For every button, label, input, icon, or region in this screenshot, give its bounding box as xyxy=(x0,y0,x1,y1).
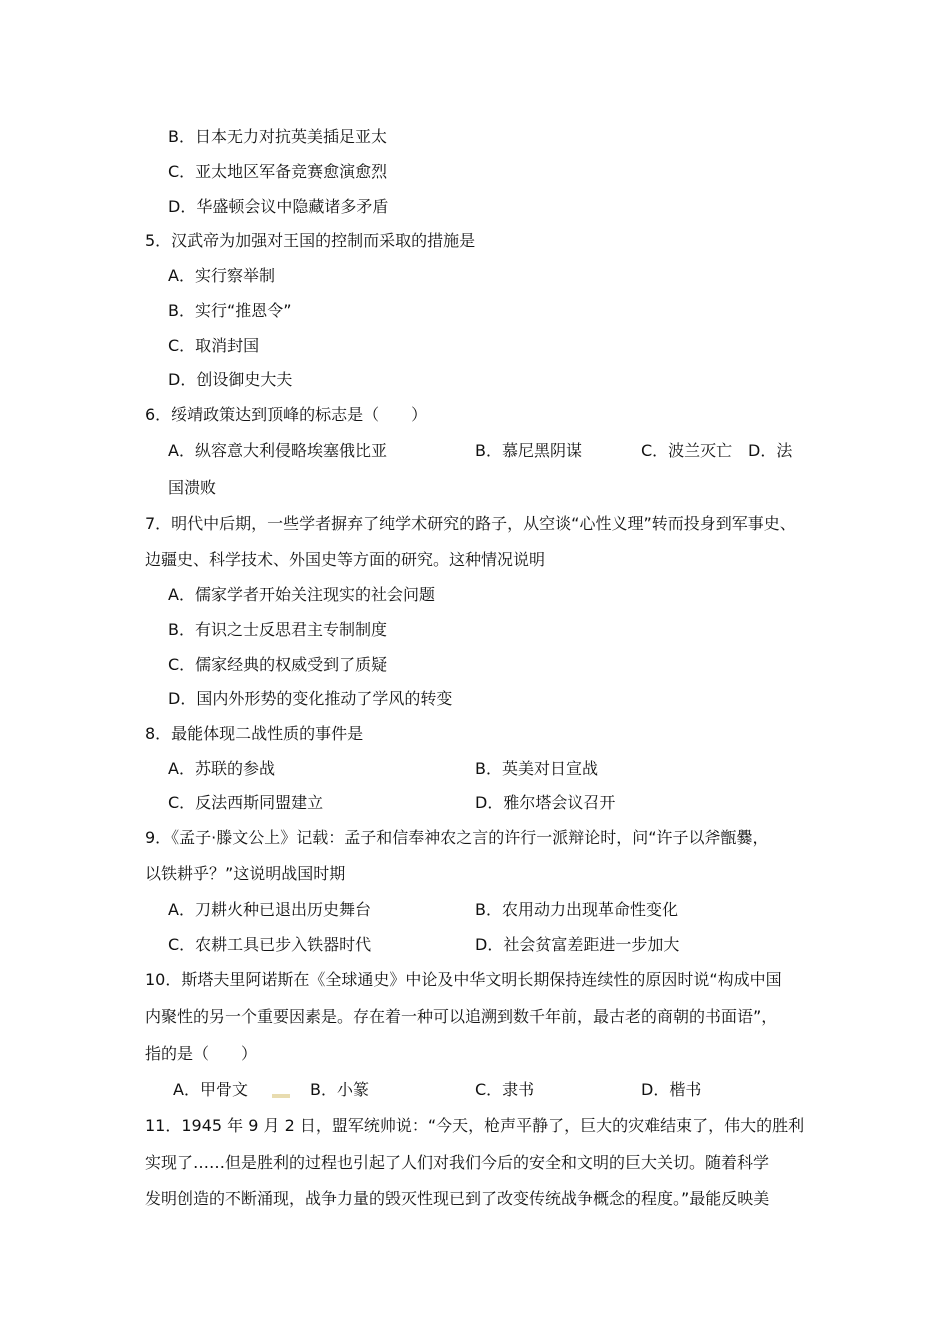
q6-option-d: D．法 xyxy=(748,441,793,460)
q9-option-a: A．刀耕火种已退出历史舞台 xyxy=(168,900,371,919)
q10-stem-line2: 内聚性的另一个重要因素是。存在着一种可以追溯到数千年前，最古老的商朝的书面语”， xyxy=(145,1007,778,1026)
q11-stem-line1: 11．1945 年 9 月 2 日，盟军统帅说：“今天，枪声平静了，巨大的灾难结束了，伟大的胜利 xyxy=(145,1116,805,1135)
q5-option-c: C．取消封国 xyxy=(168,336,260,355)
q7-option-d: D．国内外形势的变化推动了学风的转变 xyxy=(168,689,453,708)
q6-option-b: B．慕尼黑阴谋 xyxy=(475,441,582,460)
q7-option-c: C．儒家经典的权威受到了质疑 xyxy=(168,655,388,674)
q9-option-b: B．农用动力出现革命性变化 xyxy=(475,900,678,919)
q5-option-b: B．实行“推恩令” xyxy=(168,301,292,320)
q8-option-c: C．反法西斯同盟建立 xyxy=(168,793,324,812)
q4-option-c: C．亚太地区军备竞赛愈演愈烈 xyxy=(168,162,388,181)
q7-option-a: A．儒家学者开始关注现实的社会问题 xyxy=(168,585,435,604)
q10-stem-line1: 10．斯塔夫里阿诺斯在《全球通史》中论及中华文明长期保持连续性的原因时说“构成中国 xyxy=(145,970,782,989)
q8-option-d: D．雅尔塔会议召开 xyxy=(475,793,616,812)
q9-option-d: D．社会贫富差距进一步加大 xyxy=(475,935,680,954)
q8-option-a: A．苏联的参战 xyxy=(168,759,275,778)
q10-stem-line3: 指的是（ ） xyxy=(145,1044,258,1063)
q10-option-d: D．楷书 xyxy=(641,1080,702,1099)
q11-stem-line3: 发明创造的不断涌现，战争力量的毁灭性现已到了改变传统战争概念的程度。”最能反映美 xyxy=(145,1189,770,1208)
q4-option-d: D．华盛顿会议中隐藏诸多矛盾 xyxy=(168,197,389,216)
q10-option-a: A．甲骨文 xyxy=(173,1080,248,1099)
q5-stem: 5．汉武帝为加强对王国的控制而采取的措施是 xyxy=(145,231,476,250)
q10-option-c: C．隶书 xyxy=(475,1080,535,1099)
q9-option-c: C．农耕工具已步入铁器时代 xyxy=(168,935,372,954)
q9-stem-line2: 以铁耕乎？”这说明战国时期 xyxy=(145,864,346,883)
q6-option-c: C．波兰灭亡 xyxy=(641,441,733,460)
q6-option-a: A．纵容意大利侵略埃塞俄比亚 xyxy=(168,441,387,460)
q4-option-b: B．日本无力对抗英美插足亚太 xyxy=(168,127,387,146)
q8-option-b: B．英美对日宣战 xyxy=(475,759,598,778)
highlight-mark xyxy=(272,1094,290,1098)
q6-option-d-continued: 国溃败 xyxy=(168,478,217,497)
q5-option-d: D．创设御史大夫 xyxy=(168,370,293,389)
q11-stem-line2: 实现了……但是胜利的过程也引起了人们对我们今后的安全和文明的巨大关切。随着科学 xyxy=(145,1153,770,1172)
q7-option-b: B．有识之士反思君主专制制度 xyxy=(168,620,387,639)
q8-stem: 8．最能体现二战性质的事件是 xyxy=(145,724,364,743)
q9-stem-line1: 9．《孟子·滕文公上》记载：孟子和信奉神农之言的许行一派辩论时，问“许子以斧甑爨， xyxy=(145,828,769,847)
q7-stem-line2: 边疆史、科学技术、外国史等方面的研究。这种情况说明 xyxy=(145,550,546,569)
q6-stem: 6．绥靖政策达到顶峰的标志是（ ） xyxy=(145,405,428,424)
q5-option-a: A．实行察举制 xyxy=(168,266,275,285)
q10-option-b: B．小篆 xyxy=(310,1080,369,1099)
q7-stem-line1: 7．明代中后期，一些学者摒弃了纯学术研究的路子，从空谈“心性义理”转而投身到军事史、 xyxy=(145,514,796,533)
